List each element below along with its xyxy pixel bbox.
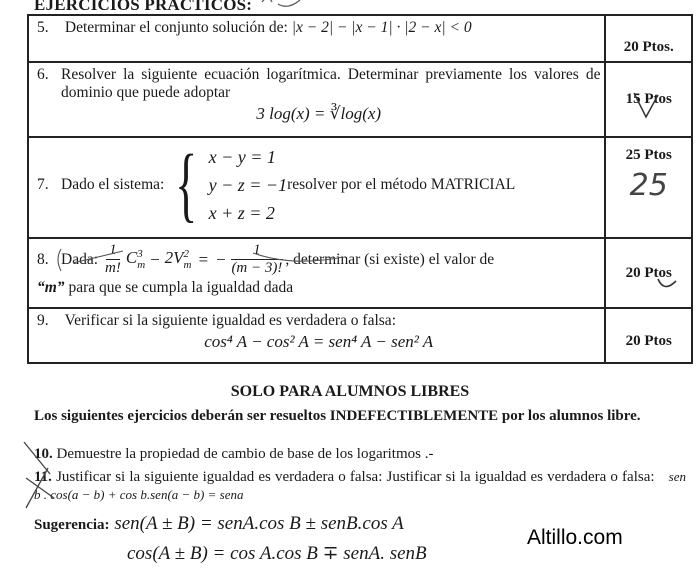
system-brace: { bbox=[175, 138, 198, 231]
sugerencia-formula: cos(A ± B) = cos A.cos B ∓ senA. senB bbox=[127, 543, 427, 564]
intro-text: por los alumnos libre. bbox=[501, 408, 641, 424]
exercise-points bbox=[605, 62, 692, 137]
exercise-text-line2: para que se cumpla la igualdad dada bbox=[68, 279, 294, 296]
points-label: 25 Ptos bbox=[625, 146, 672, 163]
exercise-row bbox=[28, 238, 692, 308]
exercise-question bbox=[28, 137, 605, 238]
watermark-text: Altillo.com bbox=[527, 526, 623, 549]
item-number: 10. bbox=[34, 446, 53, 462]
combination-term bbox=[126, 248, 145, 270]
superscript: 2 bbox=[183, 247, 190, 260]
sugerencia-formula: sen(A ± B) = senA.cos B ± senB.cos A bbox=[114, 513, 404, 534]
exercise-number: 9. bbox=[37, 312, 49, 329]
exercise-number: 6. bbox=[37, 66, 49, 83]
item-11 bbox=[34, 468, 686, 504]
page-title: EJERCICIOS PRACTICOS: bbox=[34, 0, 253, 14]
item-10 bbox=[34, 445, 686, 463]
exercise-question bbox=[28, 308, 605, 363]
variation-term bbox=[165, 248, 192, 270]
exercise-expression: |x − 2| − |x − 1| · |2 − x| < 0 bbox=[291, 19, 472, 36]
system-equations bbox=[209, 143, 287, 227]
handwritten-score: 25 bbox=[629, 167, 668, 203]
exercise-text-after: resolver por el método MATRICIAL bbox=[287, 176, 516, 193]
intro-text: Los siguientes ejercicios deberán ser resueltos bbox=[34, 408, 327, 424]
sugerencia-label: Sugerencia: bbox=[34, 517, 110, 533]
exercise-expression: cos⁴ A − cos² A = sen⁴ A − sen² A bbox=[204, 332, 434, 351]
equation-line: y − z = −1 bbox=[208, 175, 288, 195]
exercise-points bbox=[605, 308, 692, 363]
fraction bbox=[228, 242, 285, 277]
exercise-number: 5. bbox=[37, 19, 49, 36]
libres-intro bbox=[34, 407, 686, 425]
points-label: 20 Ptos bbox=[625, 264, 672, 281]
superscript: 3 bbox=[137, 247, 143, 260]
exercise-points bbox=[605, 137, 692, 238]
m-word: “m” bbox=[37, 279, 65, 296]
fraction bbox=[102, 242, 124, 277]
item-number: 11. bbox=[34, 469, 52, 485]
exercise-text: Dada: bbox=[61, 250, 99, 268]
item-text: Demuestre la propiedad de cambio de base de los logaritmos .- bbox=[56, 446, 434, 462]
sugerencia-line bbox=[34, 513, 404, 535]
fraction-denominator: m! bbox=[105, 260, 121, 276]
item-expression: sen b . cos(a − b) + cos b.sen(a − b) = sena bbox=[34, 469, 687, 502]
exercise-row bbox=[28, 308, 692, 363]
equation-line: x − y = 1 bbox=[208, 147, 276, 167]
intro-emphasis: INDEFECTIBLEMENTE bbox=[329, 408, 499, 424]
fraction-numerator: 1 bbox=[231, 242, 283, 260]
term-symbol: 2V bbox=[164, 248, 184, 268]
exercise-points bbox=[605, 238, 692, 308]
equals-sign: = bbox=[197, 249, 209, 269]
points-label: 15 Ptos bbox=[625, 91, 672, 107]
exercise-text-after: , determinar (si existe) el valor de bbox=[285, 250, 495, 268]
section-title: SOLO PARA ALUMNOS LIBRES bbox=[230, 383, 470, 400]
term-symbol: C bbox=[125, 248, 138, 268]
minus-sign: − bbox=[149, 249, 161, 269]
points-label: 20 Ptos bbox=[625, 333, 672, 349]
minus-sign: − bbox=[214, 249, 227, 269]
exercise-text: Verificar si la siguiente igualdad es verdadera o falsa: bbox=[64, 312, 396, 329]
exercise-points bbox=[605, 15, 692, 62]
fraction-denominator: (m − 3)! bbox=[231, 260, 283, 276]
handwritten-scribble bbox=[256, 0, 316, 10]
exercise-question bbox=[28, 62, 605, 137]
item-text: Justificar si la siguiente igualdad es verdadera o falsa: Justificar si la igualdad es verdadera o falsa: bbox=[56, 469, 655, 485]
exercise-row bbox=[28, 15, 692, 62]
exercise-row bbox=[28, 62, 692, 137]
exercises-table bbox=[27, 14, 693, 364]
exercise-question bbox=[28, 238, 605, 308]
equation-line: x + z = 2 bbox=[208, 203, 275, 223]
subscript: m bbox=[137, 258, 146, 271]
exercise-number: 8. bbox=[37, 250, 49, 268]
exercise-row bbox=[28, 137, 692, 238]
points-label: 20 Ptos. bbox=[623, 39, 674, 55]
exercise-number: 7. bbox=[37, 176, 49, 193]
exercise-question bbox=[28, 15, 605, 62]
exercise-text: Dado el sistema: bbox=[61, 176, 165, 193]
subscript: m bbox=[183, 258, 192, 271]
exercise-expression: 3 log(x) = ∛log(x) bbox=[256, 104, 382, 123]
exercise-text: Resolver la siguiente ecuación logarítmica. Determinar previamente los valores de dominio que puede adoptar bbox=[61, 66, 601, 101]
fraction-numerator: 1 bbox=[106, 242, 120, 260]
exercise-text: Determinar el conjunto solución de: bbox=[64, 19, 288, 36]
